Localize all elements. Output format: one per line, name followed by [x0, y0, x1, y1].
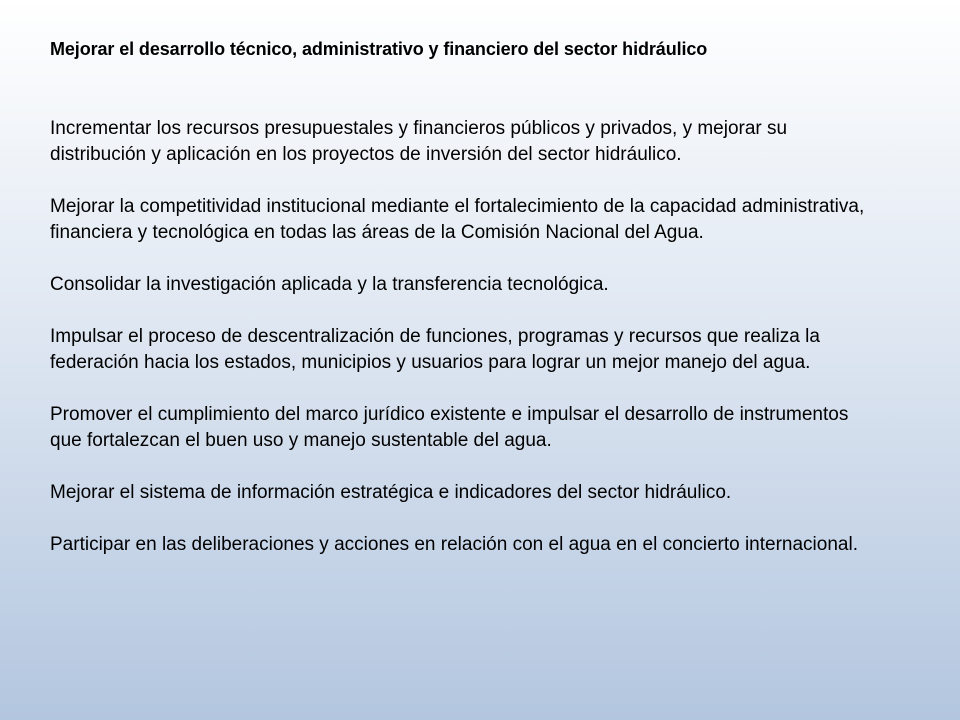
slide-content	[50, 36, 880, 558]
paragraph-informacion: Mejorar el sistema de información estratégica e indicadores del sector hidráulico.	[50, 482, 732, 503]
paragraph-competitividad: Mejorar la competitividad institucional mediante el fortalecimiento de la capacidad administrativa, financiera y tecnológica en todas las áreas de la Comisión Nacional del Agua.	[50, 196, 865, 243]
paragraph-investigacion: Consolidar la investigación aplicada y la transferencia tecnológica.	[50, 274, 609, 295]
paragraph-descentralizacion: Impulsar el proceso de descentralización de funciones, programas y recursos que realiza la federación hacia los estados, municipios y usuarios para lograr un mejor manejo del agua.	[50, 326, 820, 373]
slide-title: Mejorar el desarrollo técnico, administrativo y financiero del sector hidráulico	[50, 39, 708, 59]
paragraph-recursos: Incrementar los recursos presupuestales y financieros públicos y privados, y mejorar su distribución y aplicación en los proyectos de inversión del sector hidráulico.	[50, 118, 788, 165]
paragraph-internacional: Participar en las deliberaciones y acciones en relación con el agua en el concierto internacional.	[50, 534, 858, 555]
paragraph-marco-juridico: Promover el cumplimiento del marco jurídico existente e impulsar el desarrollo de instrumentos que fortalezcan el buen uso y manejo sustentable del agua.	[50, 404, 849, 451]
